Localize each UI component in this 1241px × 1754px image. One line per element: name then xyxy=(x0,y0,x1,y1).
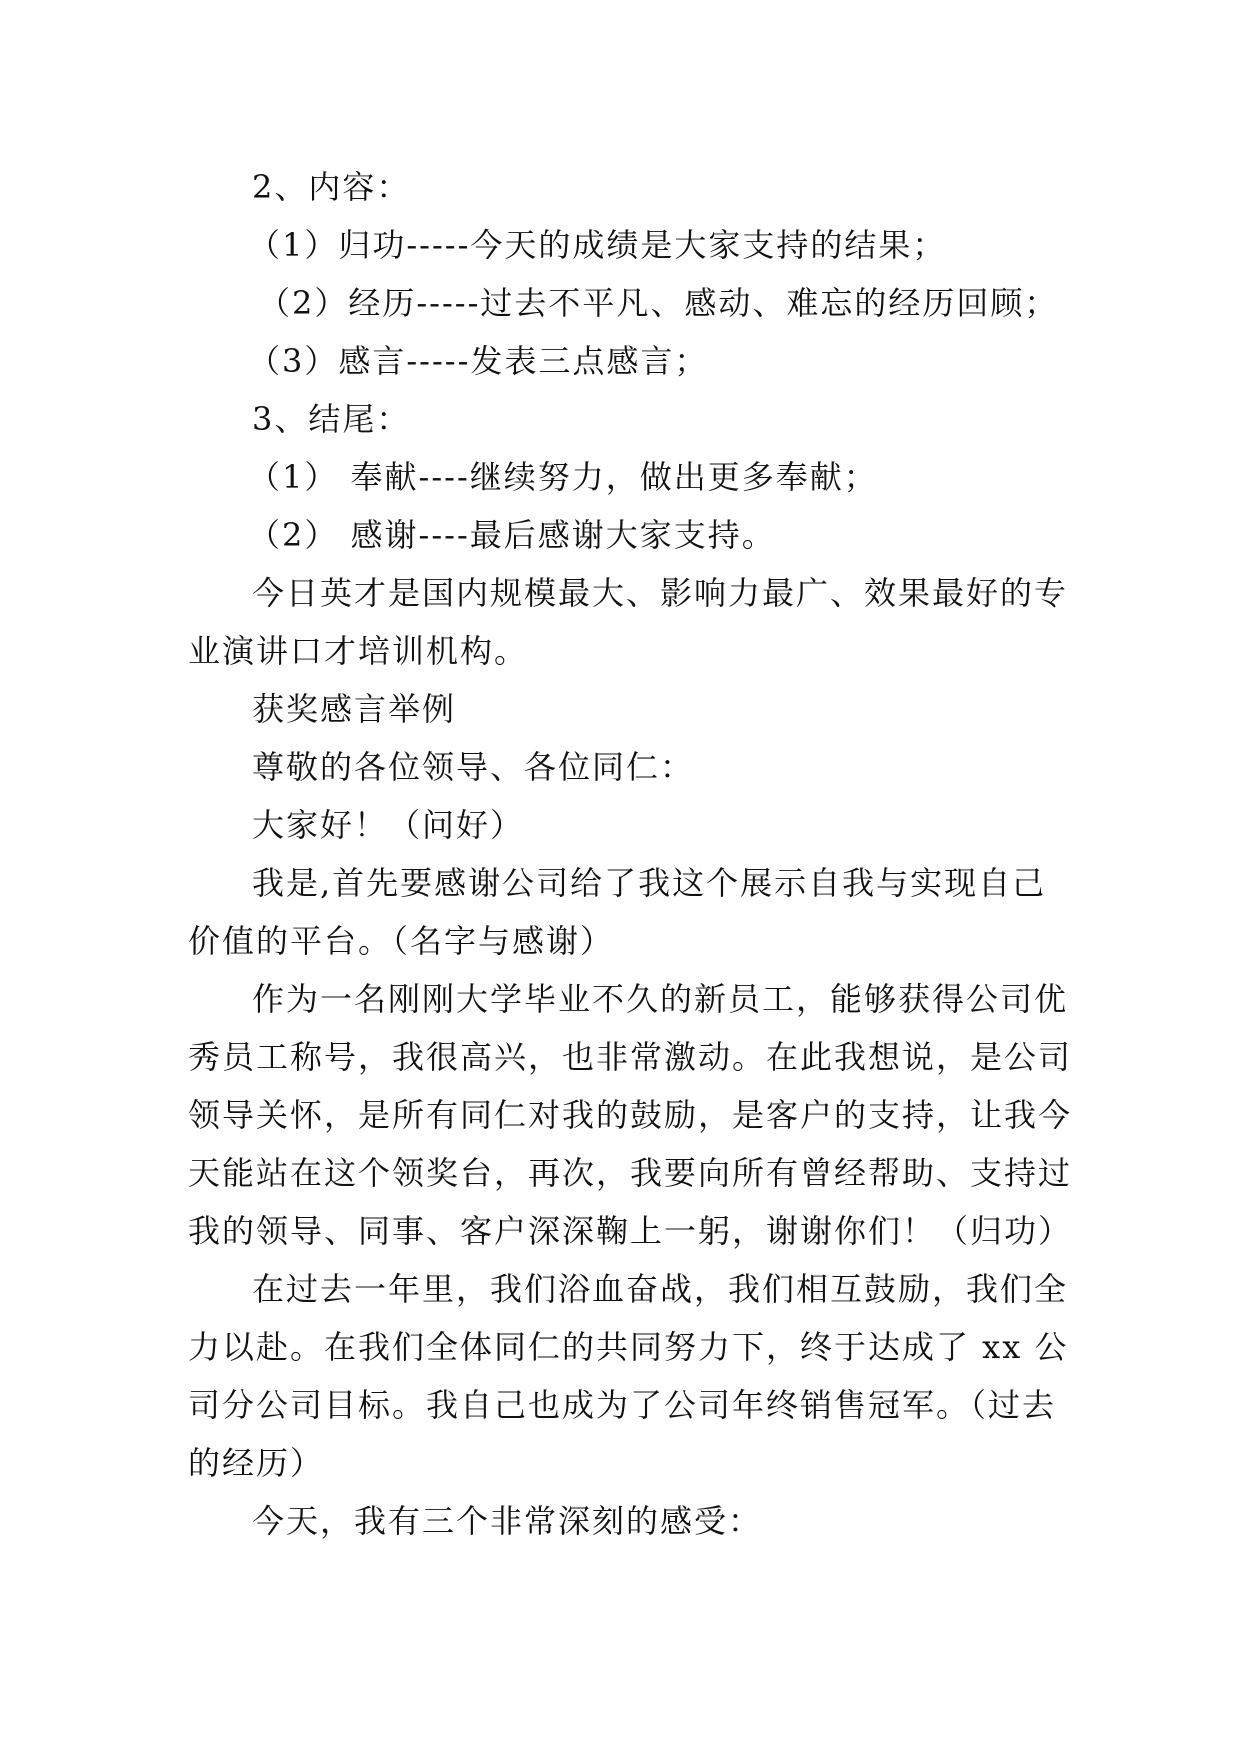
text-line: 尊敬的各位领导、各位同仁： xyxy=(252,748,695,786)
text-line: （1）归功-----今天的成绩是大家支持的结果； xyxy=(248,226,947,264)
text-line: 司分公司目标。我自己也成为了公司年终销售冠军。（过去 xyxy=(188,1386,1057,1424)
document-body xyxy=(188,158,1073,1550)
text-line: 领导关怀，是所有同仁对我的鼓励，是客户的支持，让我今 xyxy=(188,1096,1073,1134)
text-line: 在过去一年里，我们浴血奋战，我们相互鼓励，我们全 xyxy=(252,1270,1069,1308)
text-line: 3、结尾： xyxy=(252,400,411,438)
text-line: （2） 感谢----最后感谢大家支持。 xyxy=(248,516,776,554)
text-line: 的经历） xyxy=(188,1444,325,1482)
text-line: 秀员工称号，我很高兴，也非常激动。在此我想说，是公司 xyxy=(188,1038,1073,1076)
text-line: 我是,首先要感谢公司给了我这个展示自我与实现自己 xyxy=(252,864,1047,902)
text-line: （1） 奉献----继续努力，做出更多奉献； xyxy=(248,458,878,496)
text-line: 今日英才是国内规模最大、影响力最广、效果最好的专 xyxy=(252,574,1069,612)
text-line: 作为一名刚刚大学毕业不久的新员工，能够获得公司优 xyxy=(252,980,1069,1018)
text-line: （2）经历-----过去不平凡、感动、难忘的经历回顾； xyxy=(258,284,1059,322)
text-line: 今天，我有三个非常深刻的感受： xyxy=(252,1502,763,1540)
text-line: 2、内容： xyxy=(252,168,411,206)
text-line: 天能站在这个领奖台，再次，我要向所有曾经帮助、支持过 xyxy=(188,1154,1073,1192)
text-line: 力以赴。在我们全体同仁的共同努力下，终于达成了 xx 公 xyxy=(188,1328,1069,1366)
text-line: 大家好！（问好） xyxy=(252,806,525,844)
text-line: 业演讲口才培训机构。 xyxy=(188,632,529,670)
text-line: （3）感言-----发表三点感言； xyxy=(248,342,709,380)
text-line: 我的领导、同事、客户深深鞠上一躬，谢谢你们！（归功） xyxy=(188,1212,1073,1250)
text-line: 获奖感言举例 xyxy=(252,690,457,728)
text-line: 价值的平台。（名字与感谢） xyxy=(188,922,615,960)
